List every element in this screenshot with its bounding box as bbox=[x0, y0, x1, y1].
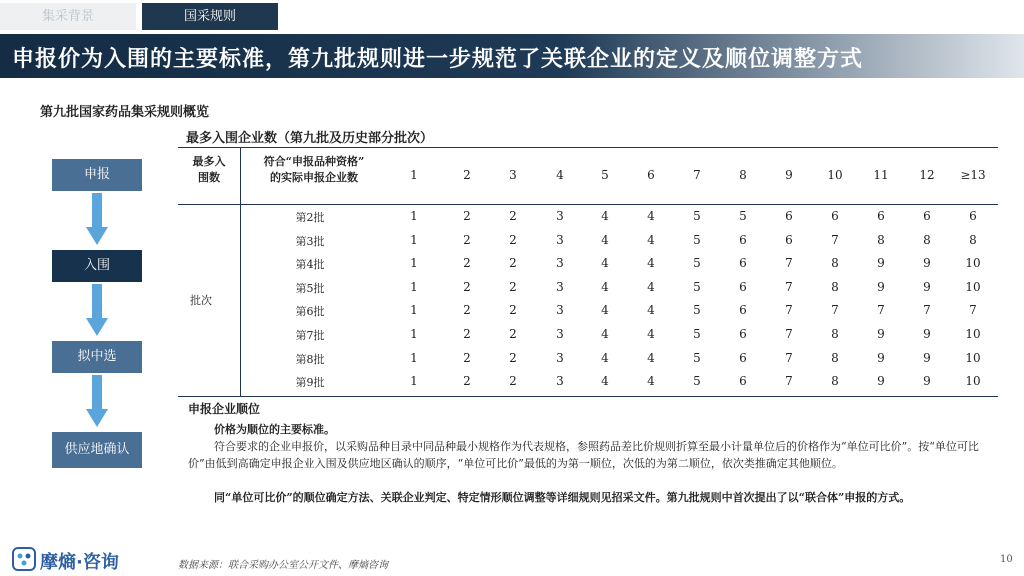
ranking-p1: 价格为顺位的主要标准。 bbox=[214, 423, 335, 436]
table-cell: 2 bbox=[463, 327, 471, 341]
table-cell: 2 bbox=[463, 232, 471, 247]
column-header: 1 bbox=[410, 168, 418, 182]
table-cell: 10 bbox=[965, 327, 981, 341]
table-cell: 5 bbox=[693, 279, 701, 294]
table-cell: 6 bbox=[739, 256, 747, 271]
table-cell: 9 bbox=[877, 327, 885, 341]
column-header: 7 bbox=[693, 168, 701, 182]
table-cell: 6 bbox=[739, 232, 747, 247]
table-cell: 6 bbox=[739, 303, 747, 318]
table-cell: 4 bbox=[647, 327, 655, 341]
table-cell: 4 bbox=[601, 374, 609, 389]
table-cell: 7 bbox=[831, 303, 839, 318]
table-cell: 3 bbox=[556, 327, 564, 341]
table-cell: 7 bbox=[785, 350, 793, 365]
flow-arrow-icon bbox=[86, 375, 108, 427]
table-cell: 4 bbox=[647, 374, 655, 389]
table-cell: 2 bbox=[509, 232, 517, 247]
tab-rules[interactable]: 国采规则 bbox=[142, 3, 278, 30]
table-cell: 1 bbox=[410, 279, 418, 294]
table-cell: 2 bbox=[463, 279, 471, 294]
table-cell: 5 bbox=[693, 303, 701, 318]
column-header: 5 bbox=[601, 168, 609, 182]
table-cell: 4 bbox=[647, 256, 655, 271]
table-cell: 4 bbox=[601, 350, 609, 365]
table-cell: 1 bbox=[410, 327, 418, 341]
table-cell: 2 bbox=[509, 209, 517, 223]
group-label: 批次 bbox=[190, 294, 212, 307]
table-bottom-border bbox=[178, 396, 998, 397]
table-cell: 4 bbox=[647, 303, 655, 318]
table-cell: 5 bbox=[693, 350, 701, 365]
page-title: 申报价为入围的主要标准，第九批规则进一步规范了关联企业的定义及顺位调整方式 bbox=[12, 46, 864, 72]
table-cell: 8 bbox=[831, 256, 839, 271]
table-cell: 7 bbox=[785, 256, 793, 271]
table-cell: 7 bbox=[831, 232, 839, 247]
table-cell: 1 bbox=[410, 232, 418, 247]
table-cell: 9 bbox=[877, 256, 885, 271]
row-label: 第4批 bbox=[295, 258, 325, 272]
table-cell: 2 bbox=[509, 350, 517, 365]
table-cell: 4 bbox=[647, 209, 655, 223]
flow-arrow-icon bbox=[86, 284, 108, 336]
table-cell: 9 bbox=[877, 350, 885, 365]
table-header-divider bbox=[178, 204, 998, 205]
table-cell: 2 bbox=[463, 374, 471, 389]
table-cell: 5 bbox=[693, 232, 701, 247]
table-cell: 10 bbox=[965, 279, 981, 294]
flow-step-supply: 供应地确认 bbox=[52, 432, 142, 468]
table-cell: 5 bbox=[693, 209, 701, 223]
table-cell: 3 bbox=[556, 374, 564, 389]
row-label: 第6批 bbox=[295, 305, 325, 319]
table-cell: 1 bbox=[410, 374, 418, 389]
table-cell: 2 bbox=[463, 303, 471, 318]
header-actual-applicants: 符合“申报品种资格” 的实际申报企业数 bbox=[263, 155, 365, 184]
table-cell: 8 bbox=[923, 232, 931, 247]
table-cell: 6 bbox=[785, 232, 793, 247]
table-cell: 6 bbox=[739, 327, 747, 341]
column-header: 3 bbox=[509, 168, 517, 182]
table-cell: 1 bbox=[410, 256, 418, 271]
table-cell: 7 bbox=[785, 303, 793, 318]
table-cell: 2 bbox=[509, 279, 517, 294]
table-cell: 2 bbox=[509, 256, 517, 271]
tab-background[interactable]: 集采背景 bbox=[0, 3, 136, 30]
table-cell: 4 bbox=[601, 256, 609, 271]
table-cell: 7 bbox=[877, 303, 885, 318]
table-cell: 4 bbox=[601, 279, 609, 294]
table-cell: 8 bbox=[831, 350, 839, 365]
table-column-divider bbox=[240, 148, 241, 396]
flow-step-shortlist: 入围 bbox=[52, 250, 142, 282]
table-top-border bbox=[178, 147, 998, 148]
table-cell: 2 bbox=[463, 350, 471, 365]
table-cell: 7 bbox=[785, 279, 793, 294]
table-cell: 6 bbox=[739, 350, 747, 365]
row-label: 第7批 bbox=[295, 329, 325, 342]
table-cell: 4 bbox=[601, 209, 609, 223]
column-header: 8 bbox=[739, 168, 747, 182]
logo-icon bbox=[12, 547, 36, 571]
table-cell: 6 bbox=[969, 209, 977, 223]
column-header: 6 bbox=[647, 168, 655, 182]
column-header: 11 bbox=[873, 168, 889, 182]
table-cell: 6 bbox=[785, 209, 793, 223]
table-cell: 6 bbox=[831, 209, 839, 223]
row-label: 第5批 bbox=[295, 281, 325, 295]
table-cell: 2 bbox=[509, 374, 517, 389]
ranking-p3: 同“单位可比价”的顺位确定方法、关联企业判定、特定情形顺位调整等详细规则见招采文件。第九批规则中首次提出了以“联合体”申报的方式。 bbox=[214, 491, 911, 504]
table-cell: 6 bbox=[739, 374, 747, 389]
flow-arrow-icon bbox=[86, 193, 108, 245]
table-cell: 7 bbox=[969, 303, 977, 318]
table-cell: 10 bbox=[965, 374, 981, 389]
ranking-heading: 申报企业顺位 bbox=[188, 402, 261, 416]
table-cell: 9 bbox=[923, 374, 931, 389]
flow-step-selected: 拟中选 bbox=[52, 341, 142, 373]
row-label: 第2批 bbox=[295, 211, 325, 224]
column-header: 10 bbox=[827, 168, 843, 182]
table-cell: 8 bbox=[831, 327, 839, 341]
section-subtitle: 第九批国家药品集采规则概览 bbox=[40, 105, 210, 120]
table-cell: 9 bbox=[923, 327, 931, 341]
header-max-shortlisted: 最多入 围数 bbox=[192, 155, 226, 184]
table-cell: 3 bbox=[556, 350, 564, 365]
table-cell: 3 bbox=[556, 209, 564, 223]
table-cell: 4 bbox=[601, 303, 609, 318]
column-header: 4 bbox=[556, 168, 564, 182]
table-cell: 10 bbox=[965, 350, 981, 365]
table-cell: 7 bbox=[923, 303, 931, 318]
table-cell: 8 bbox=[877, 232, 885, 247]
table-cell: 9 bbox=[877, 279, 885, 294]
table-cell: 8 bbox=[969, 232, 977, 247]
table-cell: 4 bbox=[647, 350, 655, 365]
table-cell: 7 bbox=[785, 374, 793, 389]
column-header: 12 bbox=[919, 168, 935, 182]
table-cell: 4 bbox=[601, 327, 609, 341]
table-cell: 9 bbox=[923, 256, 931, 271]
table-cell: 5 bbox=[739, 209, 747, 223]
title-banner bbox=[0, 34, 1024, 78]
table-cell: 6 bbox=[877, 209, 885, 223]
table-cell: 2 bbox=[509, 327, 517, 341]
table-cell: 9 bbox=[923, 350, 931, 365]
table-cell: 2 bbox=[463, 209, 471, 223]
table-cell: 5 bbox=[693, 327, 701, 341]
table-cell: 9 bbox=[923, 279, 931, 294]
table-cell: 2 bbox=[509, 303, 517, 318]
table-cell: 4 bbox=[601, 232, 609, 247]
row-label: 第9批 bbox=[295, 376, 325, 390]
table-cell: 3 bbox=[556, 303, 564, 318]
table-cell: 3 bbox=[556, 279, 564, 294]
table-cell: 8 bbox=[831, 374, 839, 389]
table-cell: 3 bbox=[556, 232, 564, 247]
table-cell: 1 bbox=[410, 303, 418, 318]
page-number: 10 bbox=[1000, 554, 1013, 565]
column-header: ≥13 bbox=[960, 168, 986, 182]
logo-wordmark: 摩熵·咨询 bbox=[40, 552, 119, 573]
tab-bar bbox=[0, 0, 1024, 30]
table-cell: 8 bbox=[831, 279, 839, 294]
table-cell: 1 bbox=[410, 209, 418, 223]
table-cell: 9 bbox=[877, 374, 885, 389]
row-label: 第3批 bbox=[295, 234, 325, 248]
data-source: 数据来源：联合采购办公室公开文件、摩熵咨询 bbox=[178, 560, 388, 571]
table-cell: 5 bbox=[693, 256, 701, 271]
ranking-p2: 符合要求的企业申报价，以采购品种目录中同品种最小规格作为代表规格，参照药品差比价规则折算至最小计量单位后的价格作为“单位可比价”。按“单位可比价”由低到高确定申报企业入围及供应地区确认的顺序，“单位可比价”最低的为第一顺位，次低的为第二顺位，依次类推确定其他顺位。 bbox=[188, 440, 979, 470]
row-label: 第8批 bbox=[295, 352, 325, 366]
table-title: 最多入围企业数（第九批及历史部分批次） bbox=[186, 131, 434, 146]
table-cell: 4 bbox=[647, 279, 655, 294]
table-cell: 7 bbox=[785, 327, 793, 341]
table-cell: 4 bbox=[647, 232, 655, 247]
column-header: 9 bbox=[785, 168, 793, 182]
table-cell: 10 bbox=[965, 256, 981, 271]
table-cell: 3 bbox=[556, 256, 564, 271]
table-cell: 2 bbox=[463, 256, 471, 271]
table-cell: 6 bbox=[923, 209, 931, 223]
table-cell: 5 bbox=[693, 374, 701, 389]
table-cell: 1 bbox=[410, 350, 418, 365]
flow-step-declare: 申报 bbox=[52, 159, 142, 191]
column-header: 2 bbox=[463, 168, 471, 182]
table-cell: 6 bbox=[739, 279, 747, 294]
